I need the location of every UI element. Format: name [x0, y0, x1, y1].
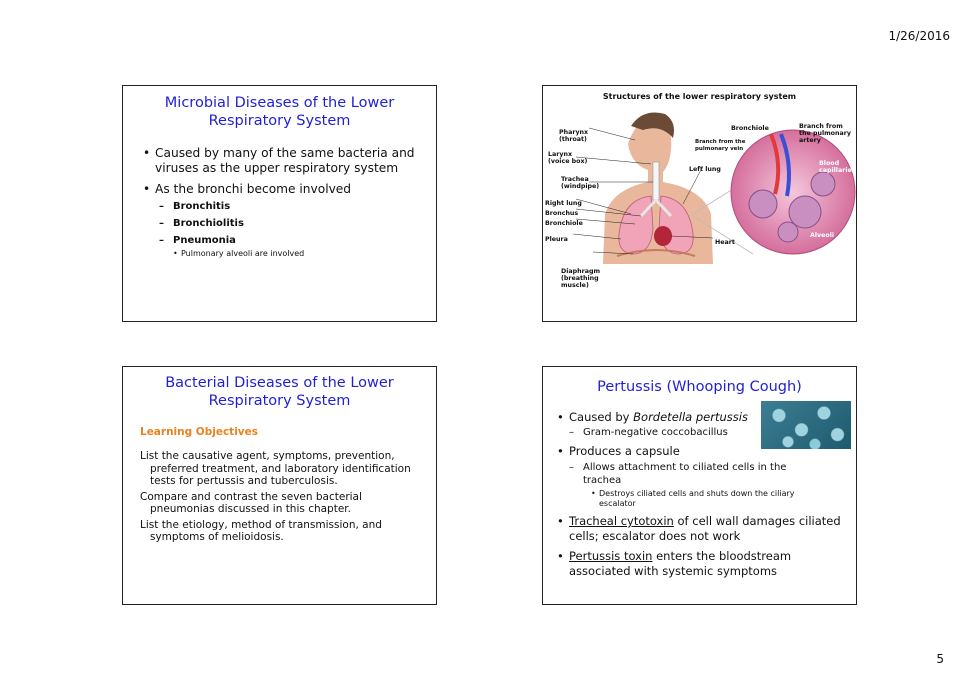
label-alveoli: Alveoli	[810, 232, 835, 239]
alveolus-cluster	[789, 196, 821, 228]
alveolus-cluster	[749, 190, 777, 218]
label-heart: Heart	[715, 239, 735, 246]
bullet-list	[139, 146, 431, 259]
bullet-list	[553, 410, 845, 579]
label-pleura: Pleura	[545, 236, 568, 243]
label-bronchiole: Bronchiole	[545, 220, 583, 227]
label-blood-capillaries: Blood capillaries	[819, 160, 856, 174]
bullet-item: • Caused by many of the same bacteria and viruses as the upper respiratory system	[139, 146, 431, 176]
sub-item: – Gram-negative coccobacillus	[569, 426, 845, 439]
objectives-list	[140, 450, 436, 544]
trachea-shape	[653, 162, 659, 200]
label-right-lung: Right lung	[545, 200, 582, 207]
sub-item: – Allows attachment to ciliated cells in the trachea	[569, 461, 809, 487]
slide-title: Bacterial Diseases of the Lower Respiratory System	[165, 375, 394, 409]
objective-item: List the causative agent, symptoms, prevention, preferred treatment, and laboratory identification tests for pertussis and tuberculosis.	[140, 450, 411, 487]
page-number: 5	[936, 652, 944, 666]
slide-title: Pertussis (Whooping Cough)	[597, 379, 802, 395]
sub-item: – Bronchitis	[159, 200, 431, 213]
bullet-item: • As the bronchi become involved – Bronchitis – Bronchiolitis – Pneumonia • Pulmonary alveoli are involved	[139, 182, 431, 259]
slide-pertussis	[542, 366, 857, 605]
slide-respiratory-diagram	[542, 85, 857, 322]
label-pharynx: Pharynx (throat)	[559, 129, 589, 143]
alveolus-cluster	[778, 222, 798, 242]
objective-item: List the etiology, method of transmission, and symptoms of melioidosis.	[140, 518, 382, 543]
label-trachea: Trachea (windpipe)	[561, 176, 600, 190]
label-larynx: Larynx (voice box)	[548, 151, 588, 165]
label-bronchiole-inset: Bronchiole	[731, 125, 769, 132]
slide-bacterial-diseases	[122, 366, 437, 605]
alveolus-cluster	[811, 172, 835, 196]
label-bronchus: Bronchus	[545, 210, 579, 217]
bullet-item: • Produces a capsule – Allows attachment to ciliated cells in the trachea • Destroys ciliated cells and shuts down the ciliary escalator	[553, 444, 845, 509]
label-left-lung: Left lung	[689, 166, 721, 173]
label-diaphragm: Diaphragm (breathing muscle)	[561, 268, 601, 289]
diagram-title: Structures of the lower respiratory system	[602, 92, 797, 101]
date: 1/26/2016	[888, 29, 950, 43]
objective-item: Compare and contrast the seven bacterial pneumonias discussed in this chapter.	[140, 490, 362, 515]
bullet-item: • Pertussis toxin enters the bloodstream associated with systemic symptoms	[553, 549, 845, 579]
learning-objectives-heading: Learning Objectives	[140, 426, 259, 438]
slide-microbial-diseases	[122, 85, 437, 322]
sub-item: – Bronchiolitis	[159, 217, 431, 230]
label-branch-artery: Branch from the pulmonary artery	[799, 123, 851, 144]
label-branch-vein: Branch from the pulmonary vein	[695, 139, 746, 152]
heart-shape	[654, 226, 672, 246]
bullet-item: • Caused by Bordetella pertussis – Gram-negative coccobacillus	[553, 410, 845, 439]
bullet-item: • Tracheal cytotoxin of cell wall damages ciliated cells; escalator does not work	[553, 514, 845, 544]
sub-item: – Pneumonia • Pulmonary alveoli are involved	[159, 234, 431, 259]
subsub-item: • Pulmonary alveoli are involved	[173, 249, 431, 259]
subsub-item: • Destroys ciliated cells and shuts down the ciliary escalator	[591, 489, 821, 509]
slide-title: Microbial Diseases of the Lower Respiratory System	[164, 95, 395, 129]
